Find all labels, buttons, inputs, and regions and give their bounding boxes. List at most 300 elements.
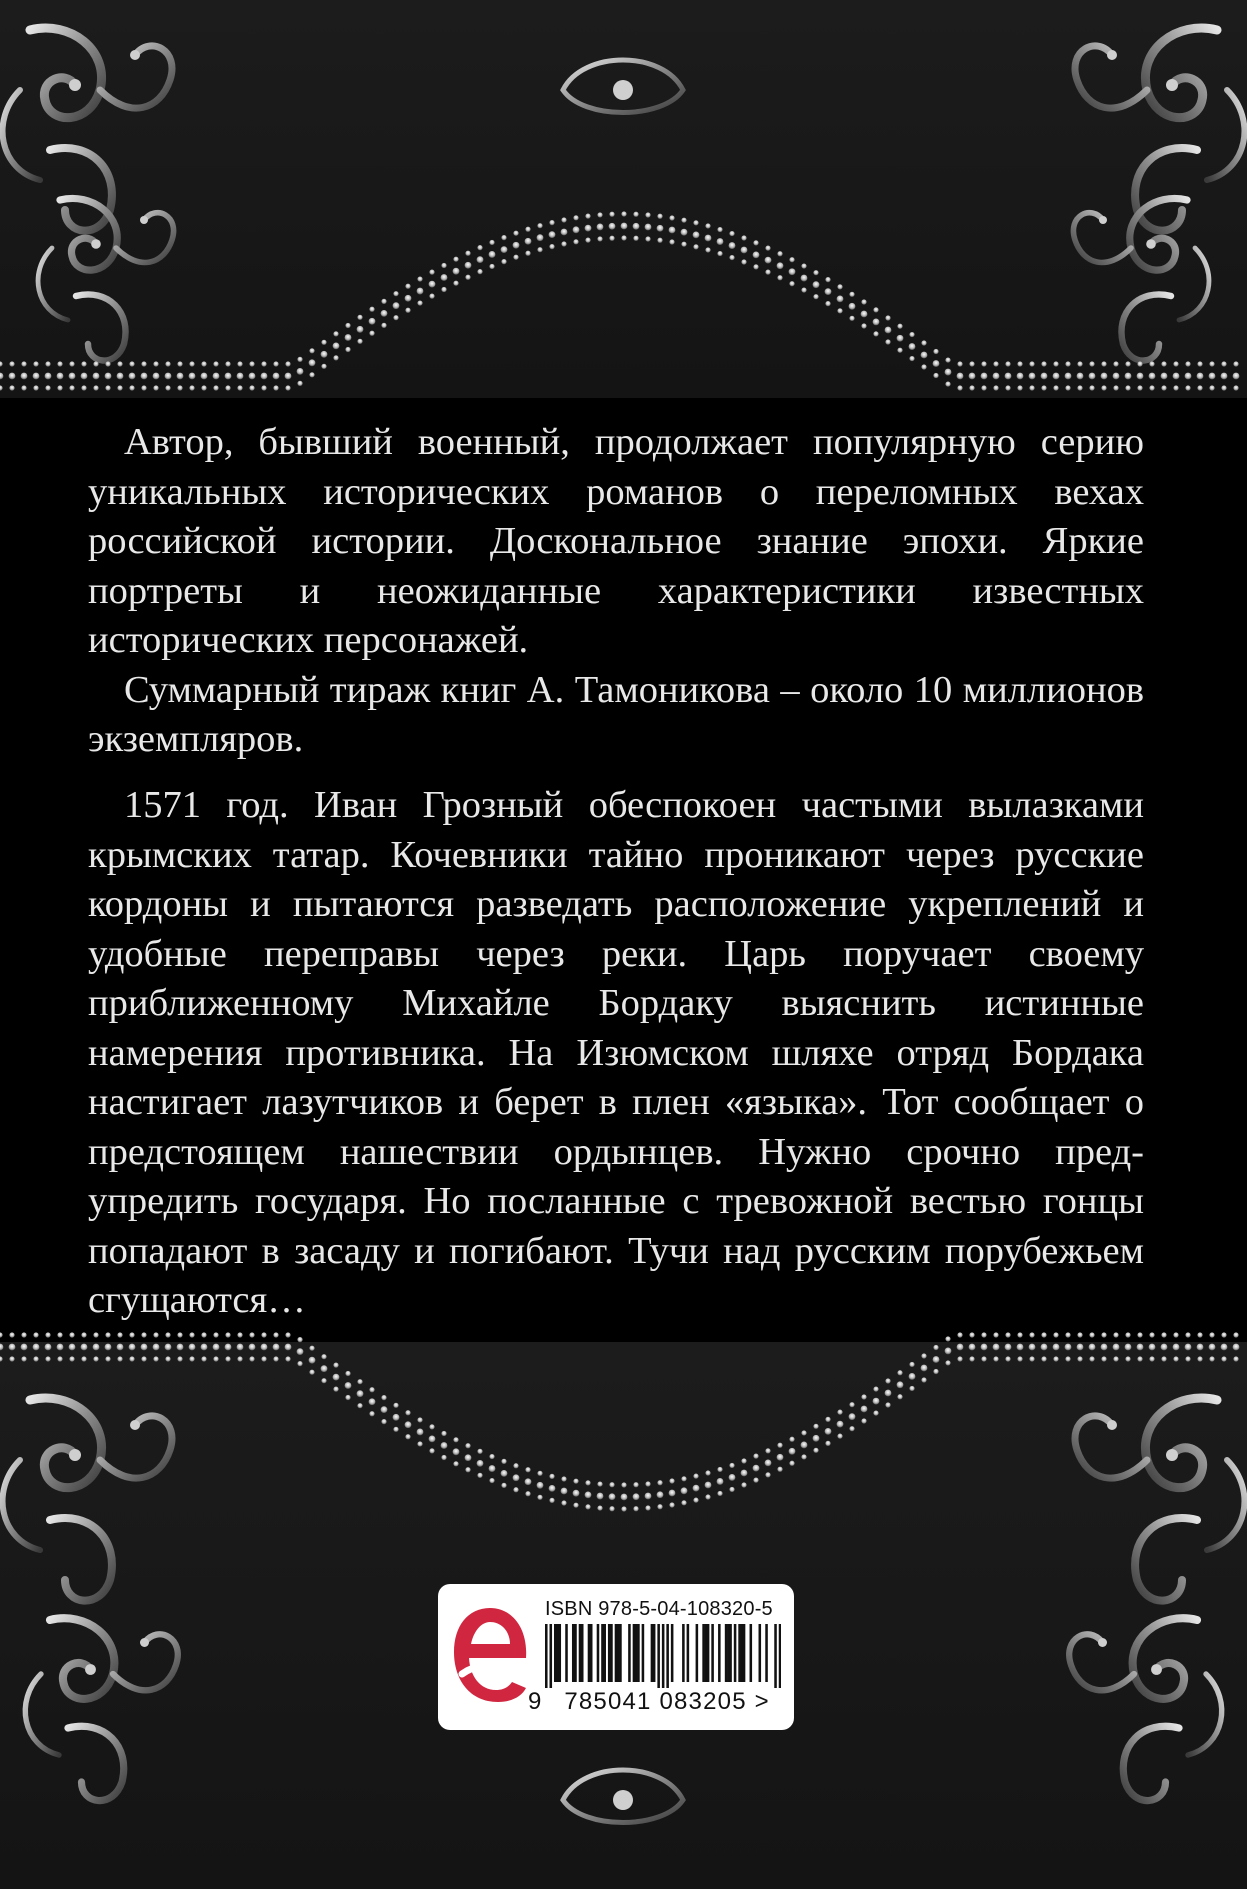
ornament-bead xyxy=(441,274,448,281)
ornament-bead xyxy=(309,1357,316,1364)
barcode-bar xyxy=(765,1624,768,1682)
ornament-bead xyxy=(813,1424,818,1429)
ornament-bead xyxy=(849,1402,854,1407)
ornament-bead xyxy=(165,1332,170,1337)
ornament-bead xyxy=(1125,1356,1130,1361)
ornament-bead xyxy=(777,1467,782,1472)
ornament-bead xyxy=(573,239,578,244)
ornament-bead xyxy=(441,263,446,268)
ornament-bead xyxy=(633,223,640,230)
ornament-bead xyxy=(969,1332,974,1337)
ornament-bead xyxy=(825,1441,830,1446)
barcode-bar xyxy=(653,1624,656,1682)
ornament-bead xyxy=(81,361,86,366)
ornament-bead xyxy=(105,373,112,380)
ornament-bead xyxy=(57,1344,64,1351)
ornament-bead xyxy=(333,355,338,360)
ornament-bead xyxy=(1005,385,1010,390)
ornament-bead xyxy=(909,1362,914,1367)
ornament-bead xyxy=(597,1481,602,1486)
ornament-bead xyxy=(873,307,878,312)
ornament-bead xyxy=(381,1406,388,1413)
ornament-bead xyxy=(909,343,916,350)
ornament-bead xyxy=(501,1459,506,1464)
ornament-bead xyxy=(441,1455,446,1460)
ornament-bead xyxy=(1077,1344,1084,1351)
barcode-bar xyxy=(608,1624,611,1682)
ornament-bead xyxy=(705,1482,712,1489)
ornament-bead xyxy=(417,1441,422,1446)
ornament-bead xyxy=(585,214,590,219)
barcode-bar xyxy=(743,1624,746,1682)
ornament-bead xyxy=(921,364,926,369)
ornament-bead xyxy=(645,1505,650,1510)
ornament-bead xyxy=(789,257,794,262)
ornament-bead xyxy=(321,351,328,358)
ornament-bead xyxy=(933,1369,938,1374)
ornament-bead xyxy=(981,373,988,380)
ornament-bead xyxy=(1125,1344,1132,1351)
ornament-bead xyxy=(441,287,446,292)
ornament-bead xyxy=(405,284,410,289)
ornament-bead xyxy=(297,381,302,386)
ornament-bead xyxy=(561,241,566,246)
ornament-bead xyxy=(1221,385,1226,390)
ornament-bead xyxy=(1173,1344,1180,1351)
ornament-bead xyxy=(1221,373,1228,380)
ornament-bead xyxy=(1233,385,1238,390)
ornament-bead xyxy=(597,236,602,241)
ornament-bead xyxy=(213,1344,220,1351)
ornament-bead xyxy=(513,1487,518,1492)
isbn-text: ISBN 978-5-04-108320-5 xyxy=(545,1598,773,1620)
ornament-bead xyxy=(381,1419,386,1424)
ornament-bead xyxy=(1017,361,1022,366)
ornament-bead xyxy=(837,1410,842,1415)
ornament-bead xyxy=(633,1493,640,1500)
ornament-bead xyxy=(969,385,974,390)
ornament-bead xyxy=(201,361,206,366)
ornament-bead xyxy=(1029,1356,1034,1361)
barcode-bar xyxy=(657,1624,660,1688)
barcode-bar xyxy=(601,1624,604,1682)
ornament-bead xyxy=(297,357,302,362)
ornament-bead xyxy=(189,385,194,390)
ornament-bead xyxy=(789,1461,794,1466)
ornament-bead xyxy=(1221,1332,1226,1337)
ornament-bead xyxy=(201,1332,206,1337)
ornament-bead xyxy=(813,281,820,288)
ornament-bead xyxy=(573,1503,578,1508)
ornament-bead xyxy=(501,246,508,253)
ornament-bead xyxy=(1197,1344,1204,1351)
ornament-bead xyxy=(741,1482,746,1487)
ornament-bead xyxy=(153,361,158,366)
ornament-bead xyxy=(465,262,472,269)
ornament-bead xyxy=(513,1463,518,1468)
ornament-bead xyxy=(453,281,458,286)
ornament-bead xyxy=(165,1344,172,1351)
ornament-bead xyxy=(213,1332,218,1337)
ornament-bead xyxy=(705,1470,710,1475)
barcode-bar xyxy=(637,1624,640,1682)
ornament-bead xyxy=(957,373,964,380)
ornament-bead xyxy=(549,1474,554,1479)
barcode-bar xyxy=(574,1624,577,1682)
ornament-bead xyxy=(261,1356,266,1361)
ornament-bead xyxy=(69,1332,74,1337)
ornament-bead xyxy=(501,1470,508,1477)
ornament-bead xyxy=(969,1344,976,1351)
ornament-bead xyxy=(1209,1344,1216,1351)
ornament-bead xyxy=(549,244,554,249)
ornament-bead xyxy=(333,1387,338,1392)
ornament-bead xyxy=(765,1472,770,1477)
ornament-bead xyxy=(141,385,146,390)
ornament-bead xyxy=(957,385,962,390)
ornament-bead xyxy=(117,361,122,366)
ornament-bead xyxy=(0,1356,3,1361)
ornament-bead xyxy=(1089,1344,1096,1351)
ornament-bead xyxy=(69,361,74,366)
ornament-bead xyxy=(633,236,638,241)
ornament-bead xyxy=(873,1398,880,1405)
ornament-bead xyxy=(249,361,254,366)
ornament-bead xyxy=(93,361,98,366)
ornament-bead xyxy=(141,1356,146,1361)
ornament-bead xyxy=(381,299,386,304)
ornament-bead xyxy=(1077,373,1084,380)
ornament-bead xyxy=(285,1332,290,1337)
ornament-bead xyxy=(741,247,748,254)
ornament-bead xyxy=(1221,1344,1228,1351)
ornament-bead xyxy=(813,1448,818,1453)
ornament-bead xyxy=(1149,1344,1156,1351)
ornament-bead xyxy=(429,294,434,299)
ornament-bead xyxy=(21,1356,26,1361)
ornament-bead xyxy=(69,1356,74,1361)
ornament-bead xyxy=(1017,1344,1024,1351)
ornament-bead xyxy=(237,361,242,366)
ornament-bead xyxy=(117,385,122,390)
ornament-bead xyxy=(1089,1332,1094,1337)
ornament-bead xyxy=(969,1356,974,1361)
ornament-bead xyxy=(933,1345,938,1350)
barcode-bar xyxy=(687,1624,690,1682)
ornament-bead xyxy=(885,339,890,344)
ornament-bead xyxy=(321,1378,326,1383)
ornament-bead xyxy=(1125,361,1130,366)
ornament-bead xyxy=(465,1454,472,1461)
ornament-bead xyxy=(513,231,518,236)
barcode-bar xyxy=(619,1624,622,1682)
ornament-bead xyxy=(465,1467,470,1472)
ornament-bead xyxy=(1101,1332,1106,1337)
ornament-bead xyxy=(45,1344,52,1351)
ornament-bead xyxy=(729,255,734,260)
ornament-bead xyxy=(1101,1356,1106,1361)
ornament-bead xyxy=(477,256,484,263)
ornament-bead xyxy=(429,1448,434,1453)
ornament-bead xyxy=(681,229,688,236)
ornament-bead xyxy=(357,1379,362,1384)
ornament-bead xyxy=(885,1390,892,1397)
ornament-bead xyxy=(321,1365,328,1372)
ornament-bead xyxy=(897,324,902,329)
ornament-bead xyxy=(657,214,662,219)
ornament-bead xyxy=(789,281,794,286)
ornament-bead xyxy=(777,275,782,280)
ornament-bead xyxy=(717,1467,722,1472)
ornament-bead xyxy=(405,1421,412,1428)
ornament-bead xyxy=(57,1332,62,1337)
ornament-bead xyxy=(1233,1332,1238,1337)
ornament-bead xyxy=(9,373,16,380)
ornament-bead xyxy=(1077,1332,1082,1337)
ornament-bead xyxy=(285,1344,292,1351)
ornament-bead xyxy=(345,323,350,328)
ornament-bead xyxy=(501,259,506,264)
ornament-bead xyxy=(1113,1344,1120,1351)
ornament-bead xyxy=(945,1336,950,1341)
ornament-bead xyxy=(609,1482,614,1487)
ornament-bead xyxy=(489,1478,494,1483)
barcode-bar xyxy=(705,1624,708,1682)
ornament-bead xyxy=(465,275,470,280)
ornament-bead xyxy=(729,1474,736,1481)
ornament-bead xyxy=(945,369,952,376)
ornament-bead xyxy=(357,315,362,320)
ornament-bead xyxy=(345,334,352,341)
ornament-bead xyxy=(333,1363,338,1368)
ornament-bead xyxy=(453,1448,460,1455)
ornament-bead xyxy=(693,1485,700,1492)
ornament-bead xyxy=(177,361,182,366)
barcode-bar xyxy=(779,1624,781,1688)
ornament-bead xyxy=(1209,385,1214,390)
ornament-bead xyxy=(693,1498,698,1503)
barcode-bar xyxy=(651,1624,654,1682)
ornament-bead xyxy=(1113,1356,1118,1361)
ornament-bead xyxy=(1005,1332,1010,1337)
ornament-bead xyxy=(981,1344,988,1351)
ornament-bead xyxy=(537,247,542,252)
barcode-bar xyxy=(610,1624,613,1682)
ornament-bead xyxy=(789,1437,794,1442)
barcode-bar xyxy=(617,1624,620,1682)
ornament-bead xyxy=(873,1410,878,1415)
barcode-bar xyxy=(545,1624,548,1688)
ornament-bead xyxy=(1113,361,1118,366)
ornament-bead xyxy=(609,1506,614,1511)
ornament-bead xyxy=(321,1354,326,1359)
ornament-bead xyxy=(681,1487,688,1494)
ornament-bead xyxy=(333,342,340,349)
ornament-bead xyxy=(897,348,902,353)
ornament-bead xyxy=(573,1479,578,1484)
ornament-bead xyxy=(273,361,278,366)
ornament-bead xyxy=(789,268,796,275)
barcode-bar xyxy=(565,1624,568,1682)
ornament-bead xyxy=(1197,1356,1202,1361)
ornament-bead xyxy=(1149,1356,1154,1361)
ornament-bead xyxy=(1173,385,1178,390)
ornament-bead xyxy=(873,319,880,326)
ornament-bead xyxy=(1161,385,1166,390)
ornament-bead xyxy=(681,1476,686,1481)
ornament-bead xyxy=(249,373,256,380)
ornament-bead xyxy=(0,1332,3,1337)
ornament-bead xyxy=(273,373,280,380)
barcode-lead-digit: 9 xyxy=(528,1688,543,1715)
ornament-bead xyxy=(741,1470,748,1477)
ornament-bead xyxy=(1137,361,1142,366)
ornament-bead xyxy=(897,335,904,342)
ornament-bead xyxy=(729,242,736,249)
ornament-bead xyxy=(801,275,808,282)
ornament-bead xyxy=(429,1435,436,1442)
barcode-bar xyxy=(711,1624,714,1682)
ornament-bead xyxy=(477,1473,482,1478)
ornament-bead xyxy=(1077,1356,1082,1361)
ornament-bead xyxy=(369,1411,374,1416)
ornament-bead xyxy=(33,1344,40,1351)
ornament-bead xyxy=(669,215,674,220)
ornament-bead xyxy=(1089,361,1094,366)
ornament-bead xyxy=(513,1474,520,1481)
ornament-bead xyxy=(1161,1344,1168,1351)
ornament-bead xyxy=(681,242,686,247)
ornament-bead xyxy=(9,1356,14,1361)
ornament-bead xyxy=(849,1413,856,1420)
ornament-bead xyxy=(153,373,160,380)
ornament-bead xyxy=(849,292,854,297)
ornament-bead xyxy=(1161,1356,1166,1361)
ornament-bead xyxy=(573,226,580,233)
ornament-bead xyxy=(369,1398,376,1405)
ornament-bead xyxy=(189,361,194,366)
barcode-bar xyxy=(725,1624,728,1682)
ornament-bead xyxy=(621,1494,628,1501)
barcode-bar xyxy=(556,1624,559,1682)
ornament-bead xyxy=(993,1332,998,1337)
synopsis-block xyxy=(88,781,1144,1326)
ornament-bead xyxy=(561,1476,566,1481)
ornament-bead xyxy=(1053,385,1058,390)
ornament-bead xyxy=(105,1332,110,1337)
ornament-bead xyxy=(609,236,614,241)
ornament-bead xyxy=(801,263,806,268)
ornament-bead xyxy=(861,1418,866,1423)
ornament-bead xyxy=(657,225,664,232)
ornament-bead xyxy=(1233,1356,1238,1361)
ornament-bead xyxy=(945,1360,950,1365)
ornament-bead xyxy=(21,361,26,366)
ornament-bead xyxy=(141,1344,148,1351)
ornament-bead xyxy=(9,1344,16,1351)
ornament-bead xyxy=(633,212,638,217)
ornament-bead xyxy=(621,223,628,230)
ornament-bead xyxy=(285,1356,290,1361)
ornament-bead xyxy=(621,235,626,240)
ornament-bead xyxy=(1209,1332,1214,1337)
ornament-bead xyxy=(1065,385,1070,390)
ornament-bead xyxy=(57,373,64,380)
ornament-bead xyxy=(921,352,928,359)
ornament-bead xyxy=(1065,361,1070,366)
ornament-bead xyxy=(1161,361,1166,366)
ornament-bead xyxy=(225,373,232,380)
ornament-bead xyxy=(681,218,686,223)
ornament-bead xyxy=(933,349,938,354)
ornament-bead xyxy=(453,1461,458,1466)
ornament-bead xyxy=(837,308,842,313)
ornament-bead xyxy=(309,348,314,353)
ornament-bead xyxy=(417,1417,422,1422)
ornament-bead xyxy=(129,1344,136,1351)
ornament-bead xyxy=(429,270,434,275)
ornament-bead xyxy=(345,347,350,352)
ornament-bead xyxy=(165,361,170,366)
ornament-bead xyxy=(609,223,616,230)
ornament-bead xyxy=(297,368,304,375)
ornament-bead xyxy=(825,288,832,295)
ornament-bead xyxy=(393,1414,400,1421)
ornament-bead xyxy=(369,1387,374,1392)
ornament-bead xyxy=(537,234,544,241)
ornament-bead xyxy=(57,1356,62,1361)
ornament-bead xyxy=(141,1332,146,1337)
ornament-bead xyxy=(897,1394,902,1399)
barcode-bar xyxy=(738,1624,741,1682)
ornament-bead xyxy=(597,212,602,217)
ornament-bead xyxy=(21,1332,26,1337)
ornament-bead xyxy=(585,1480,590,1485)
ornament-bead xyxy=(957,1344,964,1351)
ornament-bead xyxy=(525,251,530,256)
ornament-bead xyxy=(381,323,386,328)
barcode-bar xyxy=(558,1624,561,1682)
ornament-bead xyxy=(261,1332,266,1337)
ornament-bead xyxy=(1089,373,1096,380)
ornament-bead xyxy=(321,340,326,345)
ornament-bead xyxy=(405,1434,410,1439)
ornament-bead xyxy=(693,220,698,225)
ornament-bead xyxy=(201,1356,206,1361)
ornament-bead xyxy=(693,1474,698,1479)
ornament-bead xyxy=(9,1332,14,1337)
ornament-bead xyxy=(1005,1356,1010,1361)
ornament-bead xyxy=(177,385,182,390)
ornament-bead xyxy=(33,1356,38,1361)
ornament-bead xyxy=(273,1356,278,1361)
ornament-bead xyxy=(1125,1332,1130,1337)
ornament-bead xyxy=(285,373,292,380)
ornament-bead xyxy=(1065,373,1072,380)
ornament-bead xyxy=(465,251,470,256)
ornament-bead xyxy=(1017,1356,1022,1361)
annotation-paragraph: Автор, бывший военный, продолжает популярную серию уникальных исторических романов о переломных вехах российской истории. Доскональное знание эпохи. Яркие портреты и неожиданные характеристики известных исторических персонажей. xyxy=(88,421,1144,661)
barcode-bar xyxy=(635,1624,638,1682)
ornament-bead xyxy=(861,1406,868,1413)
ornament-bead xyxy=(297,1348,304,1355)
ornament-bead xyxy=(333,1374,340,1381)
ornament-bead xyxy=(45,385,50,390)
ornament-bead xyxy=(369,307,374,312)
ornament-bead xyxy=(633,1506,638,1511)
ornament-bead xyxy=(621,211,626,216)
annotation-block xyxy=(88,418,1144,765)
